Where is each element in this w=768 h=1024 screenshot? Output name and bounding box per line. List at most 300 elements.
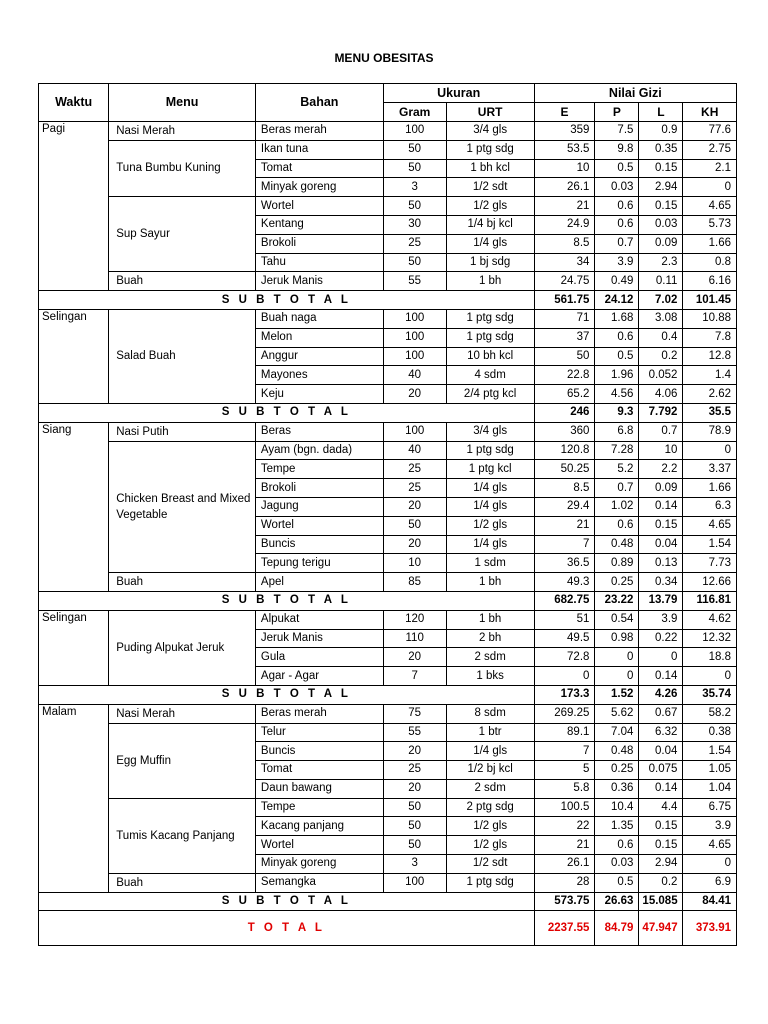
e-cell: 28 [534, 873, 595, 892]
p-cell: 0.7 [595, 479, 639, 498]
urt-cell: 2 bh [446, 629, 534, 648]
l-cell: 0.11 [639, 272, 683, 291]
l-cell: 0.09 [639, 234, 683, 253]
bahan-cell: Tepung terigu [255, 554, 383, 573]
l-cell: 2.3 [639, 253, 683, 272]
p-cell: 0.7 [595, 234, 639, 253]
gram-cell: 25 [383, 761, 446, 780]
e-cell: 34 [534, 253, 595, 272]
kh-cell: 58.2 [683, 704, 737, 723]
gram-cell: 25 [383, 460, 446, 479]
waktu-cell: Pagi [39, 122, 109, 291]
p-cell: 0.54 [595, 610, 639, 629]
l-cell: 3.9 [639, 610, 683, 629]
subtotal-l: 4.26 [639, 685, 683, 704]
l-cell: 0.04 [639, 535, 683, 554]
l-cell: 0.09 [639, 479, 683, 498]
e-cell: 269.25 [534, 704, 595, 723]
kh-cell: 0 [683, 855, 737, 874]
menu-table [38, 83, 737, 946]
menu-cell: Egg Muffin [109, 723, 256, 798]
urt-cell: 3/4 gls [446, 122, 534, 141]
e-cell: 8.5 [534, 479, 595, 498]
subtotal-e: 246 [534, 403, 595, 422]
urt-cell: 1/4 bj kcl [446, 215, 534, 234]
gram-cell: 7 [383, 667, 446, 686]
p-cell: 0.03 [595, 178, 639, 197]
e-cell: 360 [534, 422, 595, 441]
urt-cell: 1/4 gls [446, 497, 534, 516]
subtotal-label: S U B T O T A L [39, 403, 535, 422]
l-cell: 0.67 [639, 704, 683, 723]
kh-cell: 4.62 [683, 610, 737, 629]
p-cell: 0.36 [595, 779, 639, 798]
header-nilai-gizi: Nilai Gizi [534, 84, 736, 103]
urt-cell: 1 ptg sdg [446, 309, 534, 328]
kh-cell: 2.1 [683, 159, 737, 178]
bahan-cell: Kacang panjang [255, 817, 383, 836]
total-row [39, 911, 737, 946]
kh-cell: 0 [683, 178, 737, 197]
kh-cell: 18.8 [683, 648, 737, 667]
bahan-cell: Keju [255, 385, 383, 404]
bahan-cell: Beras merah [255, 122, 383, 141]
menu-cell: Buah [109, 573, 256, 592]
subtotal-row [39, 403, 737, 422]
menu-cell: Puding Alpukat Jeruk [109, 610, 256, 685]
kh-cell: 1.05 [683, 761, 737, 780]
total-p: 84.79 [595, 911, 639, 946]
e-cell: 359 [534, 122, 595, 141]
bahan-cell: Alpukat [255, 610, 383, 629]
l-cell: 0.13 [639, 554, 683, 573]
bahan-cell: Kentang [255, 215, 383, 234]
l-cell: 0.15 [639, 159, 683, 178]
subtotal-kh: 116.81 [683, 591, 737, 610]
gram-cell: 25 [383, 234, 446, 253]
total-e: 2237.55 [534, 911, 595, 946]
p-cell: 7.04 [595, 723, 639, 742]
l-cell: 0.15 [639, 836, 683, 855]
kh-cell: 1.54 [683, 742, 737, 761]
table-row [39, 122, 737, 141]
e-cell: 5 [534, 761, 595, 780]
subtotal-row [39, 591, 737, 610]
kh-cell: 0.38 [683, 723, 737, 742]
bahan-cell: Brokoli [255, 479, 383, 498]
subtotal-l: 7.792 [639, 403, 683, 422]
table-row [39, 873, 737, 892]
waktu-cell: Malam [39, 704, 109, 892]
p-cell: 9.8 [595, 140, 639, 159]
kh-cell: 1.04 [683, 779, 737, 798]
kh-cell: 78.9 [683, 422, 737, 441]
subtotal-label: S U B T O T A L [39, 685, 535, 704]
l-cell: 0.34 [639, 573, 683, 592]
subtotal-label: S U B T O T A L [39, 892, 535, 911]
e-cell: 5.8 [534, 779, 595, 798]
kh-cell: 77.6 [683, 122, 737, 141]
e-cell: 49.5 [534, 629, 595, 648]
gram-cell: 100 [383, 328, 446, 347]
e-cell: 120.8 [534, 441, 595, 460]
bahan-cell: Melon [255, 328, 383, 347]
header-urt: URT [446, 103, 534, 122]
gram-cell: 100 [383, 347, 446, 366]
urt-cell: 1 ptg sdg [446, 441, 534, 460]
p-cell: 7.5 [595, 122, 639, 141]
waktu-cell: Selingan [39, 610, 109, 685]
urt-cell: 1 ptg sdg [446, 140, 534, 159]
e-cell: 26.1 [534, 178, 595, 197]
p-cell: 6.8 [595, 422, 639, 441]
table-row [39, 140, 737, 159]
l-cell: 2.2 [639, 460, 683, 479]
l-cell: 3.08 [639, 309, 683, 328]
table-row [39, 704, 737, 723]
urt-cell: 1 ptg kcl [446, 460, 534, 479]
l-cell: 0.15 [639, 817, 683, 836]
urt-cell: 1 bj sdg [446, 253, 534, 272]
table-row [39, 272, 737, 291]
p-cell: 4.56 [595, 385, 639, 404]
kh-cell: 12.8 [683, 347, 737, 366]
gram-cell: 20 [383, 648, 446, 667]
urt-cell: 1 bh [446, 610, 534, 629]
bahan-cell: Jagung [255, 497, 383, 516]
e-cell: 71 [534, 309, 595, 328]
bahan-cell: Buncis [255, 535, 383, 554]
p-cell: 0.6 [595, 836, 639, 855]
l-cell: 0 [639, 648, 683, 667]
l-cell: 0.4 [639, 328, 683, 347]
kh-cell: 0.8 [683, 253, 737, 272]
urt-cell: 1 sdm [446, 554, 534, 573]
l-cell: 0.04 [639, 742, 683, 761]
bahan-cell: Jeruk Manis [255, 629, 383, 648]
table-row [39, 573, 737, 592]
header-l: L [639, 103, 683, 122]
bahan-cell: Tempe [255, 460, 383, 479]
p-cell: 0.6 [595, 516, 639, 535]
urt-cell: 1/2 gls [446, 516, 534, 535]
kh-cell: 5.73 [683, 215, 737, 234]
p-cell: 1.02 [595, 497, 639, 516]
urt-cell: 1/4 gls [446, 234, 534, 253]
e-cell: 21 [534, 197, 595, 216]
urt-cell: 2 sdm [446, 779, 534, 798]
p-cell: 0.25 [595, 761, 639, 780]
bahan-cell: Jeruk Manis [255, 272, 383, 291]
l-cell: 0.14 [639, 667, 683, 686]
urt-cell: 1/2 bj kcl [446, 761, 534, 780]
table-row [39, 798, 737, 817]
kh-cell: 0 [683, 441, 737, 460]
l-cell: 10 [639, 441, 683, 460]
header-e: E [534, 103, 595, 122]
kh-cell: 1.4 [683, 366, 737, 385]
table-row [39, 723, 737, 742]
menu-cell: Nasi Merah [109, 122, 256, 141]
menu-cell: Buah [109, 873, 256, 892]
urt-cell: 1 bh [446, 573, 534, 592]
l-cell: 4.06 [639, 385, 683, 404]
gram-cell: 100 [383, 873, 446, 892]
table-row [39, 422, 737, 441]
urt-cell: 2 ptg sdg [446, 798, 534, 817]
bahan-cell: Gula [255, 648, 383, 667]
bahan-cell: Daun bawang [255, 779, 383, 798]
bahan-cell: Buah naga [255, 309, 383, 328]
l-cell: 0.075 [639, 761, 683, 780]
e-cell: 22 [534, 817, 595, 836]
gram-cell: 100 [383, 122, 446, 141]
l-cell: 0.03 [639, 215, 683, 234]
kh-cell: 4.65 [683, 516, 737, 535]
kh-cell: 2.62 [683, 385, 737, 404]
p-cell: 0.49 [595, 272, 639, 291]
p-cell: 0.6 [595, 197, 639, 216]
subtotal-kh: 101.45 [683, 291, 737, 310]
p-cell: 0.5 [595, 159, 639, 178]
menu-cell: Nasi Merah [109, 704, 256, 723]
total-label: T O T A L [39, 911, 535, 946]
urt-cell: 1/2 sdt [446, 178, 534, 197]
kh-cell: 6.75 [683, 798, 737, 817]
gram-cell: 50 [383, 817, 446, 836]
kh-cell: 12.32 [683, 629, 737, 648]
p-cell: 0.48 [595, 535, 639, 554]
subtotal-p: 24.12 [595, 291, 639, 310]
l-cell: 0.35 [639, 140, 683, 159]
gram-cell: 75 [383, 704, 446, 723]
gram-cell: 20 [383, 385, 446, 404]
subtotal-e: 682.75 [534, 591, 595, 610]
header-p: P [595, 103, 639, 122]
urt-cell: 3/4 gls [446, 422, 534, 441]
l-cell: 0.7 [639, 422, 683, 441]
e-cell: 22.8 [534, 366, 595, 385]
urt-cell: 1/4 gls [446, 479, 534, 498]
e-cell: 65.2 [534, 385, 595, 404]
bahan-cell: Telur [255, 723, 383, 742]
urt-cell: 2/4 ptg kcl [446, 385, 534, 404]
gram-cell: 100 [383, 309, 446, 328]
p-cell: 0.5 [595, 347, 639, 366]
kh-cell: 7.73 [683, 554, 737, 573]
l-cell: 0.15 [639, 197, 683, 216]
kh-cell: 6.3 [683, 497, 737, 516]
menu-cell: Nasi Putih [109, 422, 256, 441]
table-row [39, 309, 737, 328]
l-cell: 0.14 [639, 779, 683, 798]
bahan-cell: Wortel [255, 197, 383, 216]
kh-cell: 0 [683, 667, 737, 686]
subtotal-label: S U B T O T A L [39, 291, 535, 310]
e-cell: 50 [534, 347, 595, 366]
l-cell: 0.052 [639, 366, 683, 385]
l-cell: 2.94 [639, 855, 683, 874]
kh-cell: 7.8 [683, 328, 737, 347]
kh-cell: 6.16 [683, 272, 737, 291]
bahan-cell: Anggur [255, 347, 383, 366]
bahan-cell: Beras merah [255, 704, 383, 723]
subtotal-p: 23.22 [595, 591, 639, 610]
e-cell: 24.9 [534, 215, 595, 234]
subtotal-kh: 35.5 [683, 403, 737, 422]
bahan-cell: Ayam (bgn. dada) [255, 441, 383, 460]
urt-cell: 8 sdm [446, 704, 534, 723]
gram-cell: 50 [383, 798, 446, 817]
gram-cell: 10 [383, 554, 446, 573]
gram-cell: 50 [383, 836, 446, 855]
subtotal-e: 173.3 [534, 685, 595, 704]
e-cell: 37 [534, 328, 595, 347]
p-cell: 0.98 [595, 629, 639, 648]
e-cell: 50.25 [534, 460, 595, 479]
header-kh: KH [683, 103, 737, 122]
e-cell: 51 [534, 610, 595, 629]
p-cell: 0.25 [595, 573, 639, 592]
p-cell: 10.4 [595, 798, 639, 817]
bahan-cell: Tomat [255, 761, 383, 780]
kh-cell: 10.88 [683, 309, 737, 328]
bahan-cell: Minyak goreng [255, 855, 383, 874]
p-cell: 0 [595, 648, 639, 667]
e-cell: 21 [534, 516, 595, 535]
table-row [39, 197, 737, 216]
header-gram: Gram [383, 103, 446, 122]
table-row [39, 441, 737, 460]
bahan-cell: Tahu [255, 253, 383, 272]
p-cell: 1.35 [595, 817, 639, 836]
subtotal-row [39, 892, 737, 911]
bahan-cell: Apel [255, 573, 383, 592]
urt-cell: 1 ptg sdg [446, 873, 534, 892]
gram-cell: 20 [383, 779, 446, 798]
bahan-cell: Ikan tuna [255, 140, 383, 159]
gram-cell: 40 [383, 441, 446, 460]
kh-cell: 6.9 [683, 873, 737, 892]
gram-cell: 100 [383, 422, 446, 441]
p-cell: 0.6 [595, 215, 639, 234]
e-cell: 21 [534, 836, 595, 855]
e-cell: 72.8 [534, 648, 595, 667]
kh-cell: 3.9 [683, 817, 737, 836]
header-menu: Menu [109, 84, 256, 122]
menu-cell: Salad Buah [109, 309, 256, 403]
e-cell: 29.4 [534, 497, 595, 516]
e-cell: 100.5 [534, 798, 595, 817]
urt-cell: 1/2 gls [446, 817, 534, 836]
menu-cell: Chicken Breast and Mixed Vegetable [109, 441, 256, 573]
subtotal-l: 7.02 [639, 291, 683, 310]
bahan-cell: Beras [255, 422, 383, 441]
bahan-cell: Brokoli [255, 234, 383, 253]
total-l: 47.947 [639, 911, 683, 946]
l-cell: 0.22 [639, 629, 683, 648]
subtotal-l: 15.085 [639, 892, 683, 911]
gram-cell: 20 [383, 742, 446, 761]
gram-cell: 120 [383, 610, 446, 629]
p-cell: 1.96 [595, 366, 639, 385]
gram-cell: 50 [383, 140, 446, 159]
menu-cell: Tuna Bumbu Kuning [109, 140, 256, 196]
subtotal-e: 573.75 [534, 892, 595, 911]
menu-cell: Sup Sayur [109, 197, 256, 272]
e-cell: 7 [534, 535, 595, 554]
document-title: MENU OBESITAS [334, 51, 434, 65]
bahan-cell: Agar - Agar [255, 667, 383, 686]
p-cell: 7.28 [595, 441, 639, 460]
kh-cell: 1.66 [683, 234, 737, 253]
urt-cell: 1/2 sdt [446, 855, 534, 874]
p-cell: 0 [595, 667, 639, 686]
subtotal-label: S U B T O T A L [39, 591, 535, 610]
e-cell: 24.75 [534, 272, 595, 291]
gram-cell: 50 [383, 516, 446, 535]
p-cell: 0.5 [595, 873, 639, 892]
p-cell: 5.62 [595, 704, 639, 723]
subtotal-p: 9.3 [595, 403, 639, 422]
e-cell: 89.1 [534, 723, 595, 742]
e-cell: 7 [534, 742, 595, 761]
p-cell: 3.9 [595, 253, 639, 272]
bahan-cell: Mayones [255, 366, 383, 385]
bahan-cell: Tomat [255, 159, 383, 178]
gram-cell: 20 [383, 497, 446, 516]
kh-cell: 12.66 [683, 573, 737, 592]
l-cell: 4.4 [639, 798, 683, 817]
header-ukuran: Ukuran [383, 84, 534, 103]
urt-cell: 1 ptg sdg [446, 328, 534, 347]
subtotal-row [39, 291, 737, 310]
urt-cell: 1 bh kcl [446, 159, 534, 178]
subtotal-row [39, 685, 737, 704]
kh-cell: 1.54 [683, 535, 737, 554]
menu-cell: Buah [109, 272, 256, 291]
waktu-cell: Selingan [39, 309, 109, 403]
bahan-cell: Buncis [255, 742, 383, 761]
kh-cell: 4.65 [683, 836, 737, 855]
subtotal-e: 561.75 [534, 291, 595, 310]
e-cell: 36.5 [534, 554, 595, 573]
urt-cell: 1 bh [446, 272, 534, 291]
gram-cell: 30 [383, 215, 446, 234]
urt-cell: 1 btr [446, 723, 534, 742]
l-cell: 0.2 [639, 347, 683, 366]
urt-cell: 1/4 gls [446, 742, 534, 761]
header-bahan: Bahan [255, 84, 383, 122]
gram-cell: 40 [383, 366, 446, 385]
e-cell: 26.1 [534, 855, 595, 874]
gram-cell: 25 [383, 479, 446, 498]
l-cell: 0.15 [639, 516, 683, 535]
urt-cell: 10 bh kcl [446, 347, 534, 366]
p-cell: 1.68 [595, 309, 639, 328]
gram-cell: 3 [383, 855, 446, 874]
urt-cell: 4 sdm [446, 366, 534, 385]
header-waktu: Waktu [39, 84, 109, 122]
gram-cell: 110 [383, 629, 446, 648]
gram-cell: 50 [383, 159, 446, 178]
kh-cell: 2.75 [683, 140, 737, 159]
e-cell: 10 [534, 159, 595, 178]
p-cell: 5.2 [595, 460, 639, 479]
urt-cell: 2 sdm [446, 648, 534, 667]
subtotal-p: 26.63 [595, 892, 639, 911]
e-cell: 0 [534, 667, 595, 686]
